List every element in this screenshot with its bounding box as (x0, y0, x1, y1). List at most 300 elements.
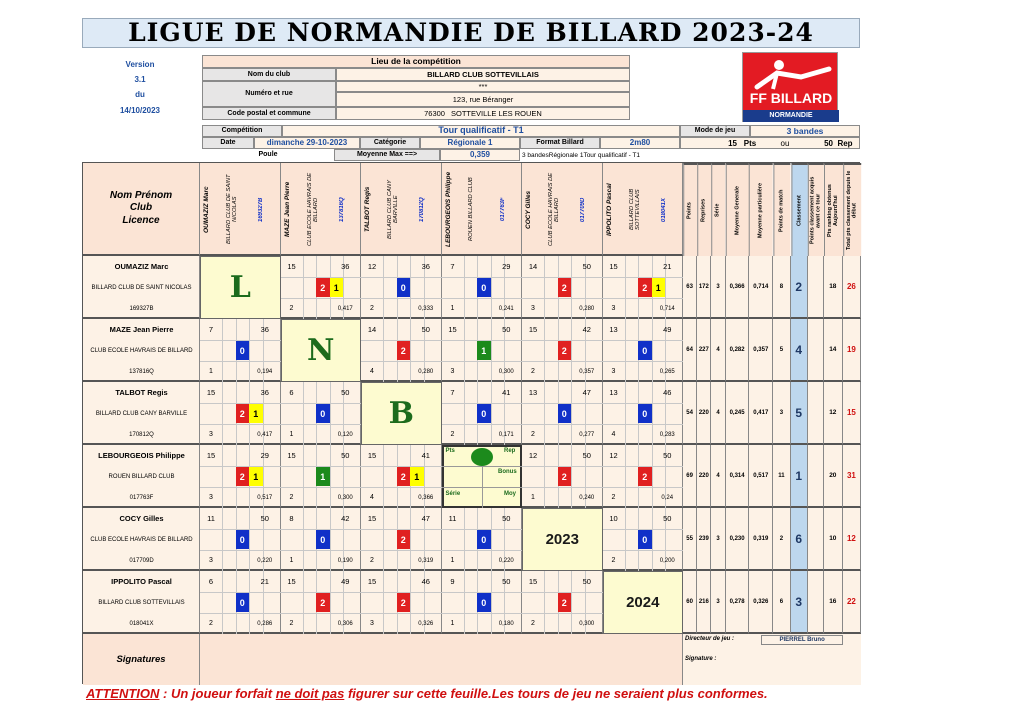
match-points-badge: 0 (638, 341, 652, 360)
logo-text: FF BILLARD (749, 89, 833, 106)
version-block (110, 57, 170, 118)
result-moy-gen: 0,366 (726, 256, 750, 319)
result-moy-gen: 0,245 (726, 382, 750, 445)
match-moyenne: 0,306 (337, 620, 353, 627)
summary-text: 3 bandesRégionale 1Tour qualificatif - T1 (522, 152, 641, 159)
grid-line (625, 445, 626, 508)
column-player-club: ROUEN BILLARD CLUB (467, 177, 474, 242)
match-reprises: 50 (663, 514, 672, 523)
date-value: dimanche 29-10-2023 (254, 137, 360, 149)
attention-text-3: figurer sur cette feuille.Les tours de jeu ne seraient plus conformes. (344, 686, 768, 701)
bonus-badge: 1 (330, 278, 344, 297)
diagonal-cell: N (281, 319, 362, 382)
match-points: 15 (206, 451, 216, 460)
match-reprises: 36 (260, 325, 269, 334)
grid-line (303, 382, 304, 445)
results-column-header: Moyenne Generale (726, 163, 750, 256)
match-points-badge: 2 (638, 278, 652, 297)
match-serie: 4 (370, 368, 374, 375)
match-serie: 2 (289, 620, 294, 627)
result-serie: 3 (711, 571, 725, 634)
match-points-badge: 1 (316, 467, 330, 486)
match-points-badge: 2 (236, 404, 250, 423)
match-reprises: 50 (502, 325, 511, 334)
match-points-badge: 2 (397, 530, 411, 549)
result-reprises: 216 (697, 571, 711, 634)
match-serie: 2 (370, 557, 374, 564)
result-points: 63 (683, 256, 697, 319)
result-points: 55 (683, 508, 697, 571)
lieu-header: Lieu de la compétition (202, 55, 630, 68)
player-licence: 170812Q (129, 431, 154, 438)
match-points-badge: 2 (397, 341, 411, 360)
match-moyenne: 0,180 (498, 620, 514, 627)
match-points-badge: 0 (558, 404, 572, 423)
grid-line (464, 319, 465, 382)
result-points: 64 (683, 319, 697, 382)
grid-line (383, 508, 384, 571)
match-reprises: 50 (502, 577, 511, 586)
grid-line (625, 508, 626, 571)
match-points-badge: 0 (236, 593, 250, 612)
results-column-header: Points de match (773, 163, 790, 256)
bonus-badge: 1 (249, 467, 263, 486)
attention-text-1: : Un joueur forfait (159, 686, 276, 701)
match-points: 15 (367, 451, 377, 460)
legend-divider (442, 466, 523, 467)
moy-value: 0,359 (440, 149, 520, 161)
signatures-label: Signatures (83, 634, 200, 685)
grid-line (303, 571, 304, 634)
match-serie: 2 (531, 620, 535, 627)
grid-line (303, 256, 304, 319)
match-points: 10 (609, 514, 618, 523)
player-club: BILLARD CLUB DE SAINT NICOLAS (91, 284, 192, 291)
signatures-area[interactable] (200, 634, 683, 685)
result-acquis (808, 508, 824, 571)
cat-value: Régionale 1 (420, 137, 520, 149)
grid-line (383, 256, 384, 319)
match-points-badge: 0 (316, 530, 330, 549)
match-serie: 3 (611, 305, 616, 312)
diagonal-cell: L (200, 256, 281, 319)
match-points-badge: 2 (558, 278, 572, 297)
match-points: 9 (450, 577, 455, 586)
bonus-badge: 1 (652, 278, 666, 297)
match-serie: 4 (370, 494, 374, 501)
rep-label: Rep (837, 138, 853, 148)
column-player-club: BILLARD CLUB CANY BARVILLE (387, 180, 400, 239)
logo-sub: NORMANDIE (743, 110, 839, 122)
column-player-licence: 169327B (258, 197, 264, 222)
result-moy-part: 0,417 (749, 382, 773, 445)
cp-label: Code postal et commune (202, 107, 336, 120)
player-licence: 017709D (129, 557, 154, 564)
club-extra: *** (336, 81, 630, 92)
result-total: 12 (843, 508, 861, 571)
ou-label: ou (780, 138, 790, 148)
result-total: 26 (843, 256, 861, 319)
column-player-licence: 137816Q (338, 197, 345, 222)
result-acquis (808, 319, 824, 382)
grid-line (303, 445, 304, 508)
date-label: Date (202, 137, 254, 149)
match-reprises: 47 (582, 388, 591, 397)
match-points-badge: 1 (477, 341, 491, 360)
result-points: 60 (683, 571, 697, 634)
match-moyenne: 0,220 (498, 557, 514, 564)
player-name: TALBOT Regis (115, 388, 168, 397)
cp-value: 76300 (424, 109, 445, 118)
signature-label: Signature : (685, 656, 717, 662)
result-serie: 3 (711, 508, 725, 571)
match-points: 11 (207, 514, 215, 523)
attention-word: ATTENTION (86, 686, 160, 701)
result-acquis (808, 445, 824, 508)
match-points: 15 (609, 262, 618, 271)
match-moyenne: 0,366 (418, 494, 434, 501)
grid-line (544, 382, 545, 445)
match-serie: 2 (289, 494, 294, 501)
version-number: 3.1 (134, 75, 146, 85)
match-moyenne: 0,120 (337, 431, 353, 438)
result-pm: 11 (773, 445, 790, 508)
grid-line (464, 256, 465, 319)
match-points: 12 (609, 451, 618, 460)
legend-pts: Pts (445, 448, 455, 454)
match-points: 15 (287, 262, 296, 271)
result-classement: 6 (791, 508, 808, 571)
match-serie: 3 (450, 368, 455, 375)
match-serie: 2 (531, 368, 535, 375)
match-reprises: 46 (421, 577, 430, 586)
match-points-badge: 0 (236, 341, 250, 360)
result-ranking: 18 (824, 256, 843, 319)
legend-moy: Moy (504, 491, 516, 497)
match-reprises: 42 (341, 514, 350, 523)
grid-line (222, 319, 223, 382)
match-moyenne: 0,517 (257, 494, 273, 501)
grid-line (383, 319, 384, 382)
player-name: COCY Gilles (119, 514, 164, 523)
result-moy-gen: 0,278 (726, 571, 750, 634)
pts-label: Pts (743, 138, 757, 148)
match-points-badge: 2 (558, 467, 572, 486)
club-value: BILLARD CLUB SOTTEVILLAIS (336, 68, 630, 81)
match-reprises: 47 (421, 514, 430, 523)
player-name: IPPOLITO Pascal (111, 577, 172, 586)
result-classement: 1 (791, 445, 808, 508)
version-du: du (135, 90, 145, 100)
match-points: 13 (609, 388, 618, 397)
match-points: 13 (528, 388, 538, 397)
match-moyenne: 0,194 (257, 368, 273, 375)
header-name-club-licence: Nom Prénom Club Licence (83, 163, 200, 256)
match-reprises: 49 (663, 325, 672, 334)
grid-line (464, 571, 465, 634)
match-reprises: 50 (663, 451, 672, 460)
result-serie: 4 (711, 319, 725, 382)
match-reprises: 29 (260, 451, 269, 460)
grid-line (222, 571, 223, 634)
result-moy-part: 0,357 (749, 319, 773, 382)
ffbillard-logo (742, 52, 838, 122)
result-pm: 3 (773, 382, 790, 445)
poule-label: Poule (258, 151, 278, 159)
match-points-badge: 2 (397, 467, 411, 486)
match-serie: 3 (611, 368, 616, 375)
match-moyenne: 0,190 (337, 557, 353, 564)
result-pm: 5 (773, 319, 790, 382)
results-column-header: Pts ranking obtenus Aujourd'hui (824, 163, 843, 256)
results-column-header: Série (711, 163, 725, 256)
match-serie: 3 (209, 431, 213, 438)
grid-line (222, 382, 223, 445)
match-moyenne: 0,283 (659, 431, 675, 438)
player-club: ROUEN BILLARD CLUB (108, 473, 175, 480)
match-points: 15 (448, 325, 457, 334)
result-reprises: 220 (697, 382, 711, 445)
match-reprises: 41 (502, 388, 511, 397)
match-points: 14 (367, 325, 377, 334)
match-moyenne: 0,417 (257, 431, 273, 438)
match-reprises: 46 (663, 388, 672, 397)
column-player-name: MAZE Jean Pierre (283, 181, 291, 238)
result-moy-part: 0,714 (749, 256, 773, 319)
match-points-badge: 2 (316, 593, 330, 612)
results-column-header: Reprises (697, 163, 711, 256)
match-moyenne: 0,265 (659, 368, 675, 375)
result-reprises: 172 (697, 256, 711, 319)
grid-line (625, 319, 626, 382)
match-points: 7 (208, 325, 214, 334)
match-reprises: 36 (341, 262, 350, 271)
match-points-badge: 0 (638, 404, 652, 423)
result-moy-gen: 0,314 (726, 445, 750, 508)
diagonal-cell: B (361, 382, 442, 445)
rep-value: 50 (824, 138, 833, 148)
column-player-licence: 018041X (660, 197, 667, 222)
column-player-name: LEBOURGEOIS Philippe (444, 171, 452, 248)
player-club: BILLARD CLUB SOTTEVILLAIS (98, 599, 185, 606)
match-serie: 3 (531, 305, 535, 312)
result-classement: 5 (791, 382, 808, 445)
result-acquis (808, 571, 824, 634)
match-moyenne: 0,280 (418, 368, 434, 375)
grid-line (222, 508, 223, 571)
legend-divider (442, 487, 523, 488)
result-moy-gen: 0,230 (726, 508, 750, 571)
match-serie: 2 (370, 305, 374, 312)
grid-line (303, 508, 304, 571)
version-label: Version (125, 60, 155, 69)
match-points: 6 (208, 577, 214, 586)
match-moyenne: 0,417 (337, 305, 353, 312)
result-moy-part: 0,319 (749, 508, 773, 571)
player-licence: 017763F (129, 494, 154, 501)
grid-line (383, 571, 384, 634)
cp-row (336, 107, 630, 120)
match-points: 7 (450, 262, 455, 271)
match-reprises: 50 (582, 451, 591, 460)
bonus-badge: 1 (249, 404, 263, 423)
match-serie: 2 (611, 494, 616, 501)
result-points: 69 (683, 445, 697, 508)
match-reprises: 50 (421, 325, 430, 334)
match-points-badge: 2 (638, 467, 652, 486)
match-points: 14 (528, 262, 538, 271)
version-date: 14/10/2023 (119, 105, 161, 115)
match-reprises: 36 (260, 388, 269, 397)
player-club: CLUB ECOLE HAVRAIS DE BILLARD (90, 347, 193, 354)
match-moyenne: 0,333 (418, 305, 434, 312)
result-moy-part: 0,326 (749, 571, 773, 634)
column-player-club: CLUB ECOLE HAVRAIS DE BILLARD (306, 172, 319, 247)
result-total: 22 (843, 571, 861, 634)
pts-value: 15 (728, 138, 737, 148)
grid-line (464, 508, 465, 571)
player-name: LEBOURGEOIS Philippe (98, 451, 185, 460)
column-player-licence: 017709D (580, 197, 586, 222)
format-value: 2m80 (600, 137, 680, 149)
result-ranking: 12 (824, 382, 843, 445)
player-licence: 169327B (129, 305, 154, 312)
attention-note (86, 686, 846, 702)
diagonal-cell: 2024 (603, 571, 684, 634)
match-reprises: 21 (663, 262, 672, 271)
rue-value: 123, rue Béranger (336, 92, 630, 107)
match-moyenne: 0,326 (418, 620, 434, 627)
match-reprises: 42 (582, 325, 591, 334)
match-reprises: 50 (582, 577, 591, 586)
grid-line (544, 319, 545, 382)
commune-value: SOTTEVILLE LES ROUEN (450, 109, 542, 118)
match-serie: 3 (209, 557, 213, 564)
match-reprises: 21 (260, 577, 269, 586)
result-ranking: 20 (824, 445, 843, 508)
match-reprises: 49 (341, 577, 350, 586)
match-points: 15 (528, 325, 538, 334)
result-ranking: 16 (824, 571, 843, 634)
result-total: 31 (843, 445, 861, 508)
column-player-licence: 017763F (499, 197, 506, 222)
player-club: BILLARD CLUB CANY BARVILLE (95, 410, 188, 417)
match-moyenne: 0,24 (661, 494, 674, 501)
green-circle-icon (471, 448, 493, 466)
match-points-badge: 2 (316, 278, 330, 297)
match-reprises: 36 (421, 262, 430, 271)
column-player-club: CLUB ECOLE HAVRAIS DE BILLARD (548, 172, 561, 247)
cat-label: Catégorie (360, 137, 420, 149)
grid-line (625, 382, 626, 445)
legend-serie: Série (445, 491, 461, 497)
legend-rep: Rep (504, 448, 516, 454)
result-acquis (808, 382, 824, 445)
match-points: 15 (367, 514, 377, 523)
match-points: 15 (367, 577, 377, 586)
match-points: 12 (528, 451, 538, 460)
match-reprises: 50 (502, 514, 511, 523)
attention-text-2: ne doit pas (275, 686, 345, 701)
result-pm: 8 (773, 256, 790, 319)
grid-line (544, 256, 545, 319)
player-name: OUMAZIZ Marc (114, 262, 169, 271)
match-points: 15 (206, 388, 216, 397)
results-column-header: Points (683, 163, 697, 256)
mode-label: Mode de jeu (680, 125, 750, 137)
result-reprises: 220 (697, 445, 711, 508)
match-moyenne: 0,300 (337, 494, 353, 501)
match-moyenne: 0,319 (418, 557, 434, 564)
mode-value: 3 bandes (750, 125, 860, 137)
match-serie: 2 (450, 431, 455, 438)
result-classement: 2 (791, 256, 808, 319)
results-column-header: Classement (791, 163, 808, 256)
result-classement: 3 (791, 571, 808, 634)
results-column-header: Moyenne particulière (749, 163, 773, 256)
competition-value: Tour qualificatif - T1 (282, 125, 680, 137)
match-reprises: 50 (341, 388, 350, 397)
column-player-name: OUMAZIZ Marc (203, 186, 210, 233)
results-column-header: Total pts classement depuis le début (843, 163, 861, 256)
result-ranking: 14 (824, 319, 843, 382)
match-moyenne: 0,171 (498, 431, 514, 438)
result-acquis (808, 256, 824, 319)
match-points-badge: 0 (638, 530, 652, 549)
match-serie: 2 (209, 620, 213, 627)
player-club: CLUB ECOLE HAVRAIS DE BILLARD (90, 536, 193, 543)
match-points: 12 (367, 262, 377, 271)
grid-line (625, 256, 626, 319)
match-serie: 2 (531, 431, 535, 438)
result-reprises: 239 (697, 508, 711, 571)
match-reprises: 29 (502, 262, 511, 271)
grid-line (222, 445, 223, 508)
column-player-name: COCY Gilles (525, 190, 532, 229)
results-grid (82, 162, 860, 684)
match-points: 8 (289, 514, 294, 523)
column-player-club: BILLARD CLUB SOTTEVILLAIS (628, 188, 641, 231)
results-column-header: Points classement acquis avant ce tour (808, 163, 824, 256)
grid-line (464, 382, 465, 445)
match-points-badge: 0 (316, 404, 330, 423)
match-serie: 1 (450, 305, 455, 312)
column-player-name: TALBOT Regis (364, 186, 371, 233)
match-reprises: 41 (421, 451, 430, 460)
match-serie: 1 (450, 620, 455, 627)
pts-rep-row (680, 137, 860, 149)
grid-line (544, 571, 545, 634)
match-moyenne: 0,277 (579, 431, 595, 438)
match-serie: 1 (289, 557, 294, 564)
result-points: 54 (683, 382, 697, 445)
match-reprises: 50 (260, 514, 269, 523)
legend-bonus: Bonus (498, 469, 517, 475)
competition-label: Compétition (202, 125, 282, 137)
match-serie: 3 (370, 620, 374, 627)
match-points-badge: 2 (397, 593, 411, 612)
match-points-badge: 0 (397, 278, 411, 297)
result-reprises: 227 (697, 319, 711, 382)
page-title: LIGUE DE NORMANDIE DE BILLARD 2023-24 (82, 18, 860, 48)
match-moyenne: 0,240 (579, 494, 595, 501)
match-serie: 2 (611, 557, 616, 564)
match-points-badge: 0 (477, 530, 491, 549)
match-points-badge: 2 (558, 341, 572, 360)
match-points: 6 (289, 388, 294, 397)
player-licence: 018041X (129, 620, 154, 627)
match-serie: 3 (209, 494, 213, 501)
